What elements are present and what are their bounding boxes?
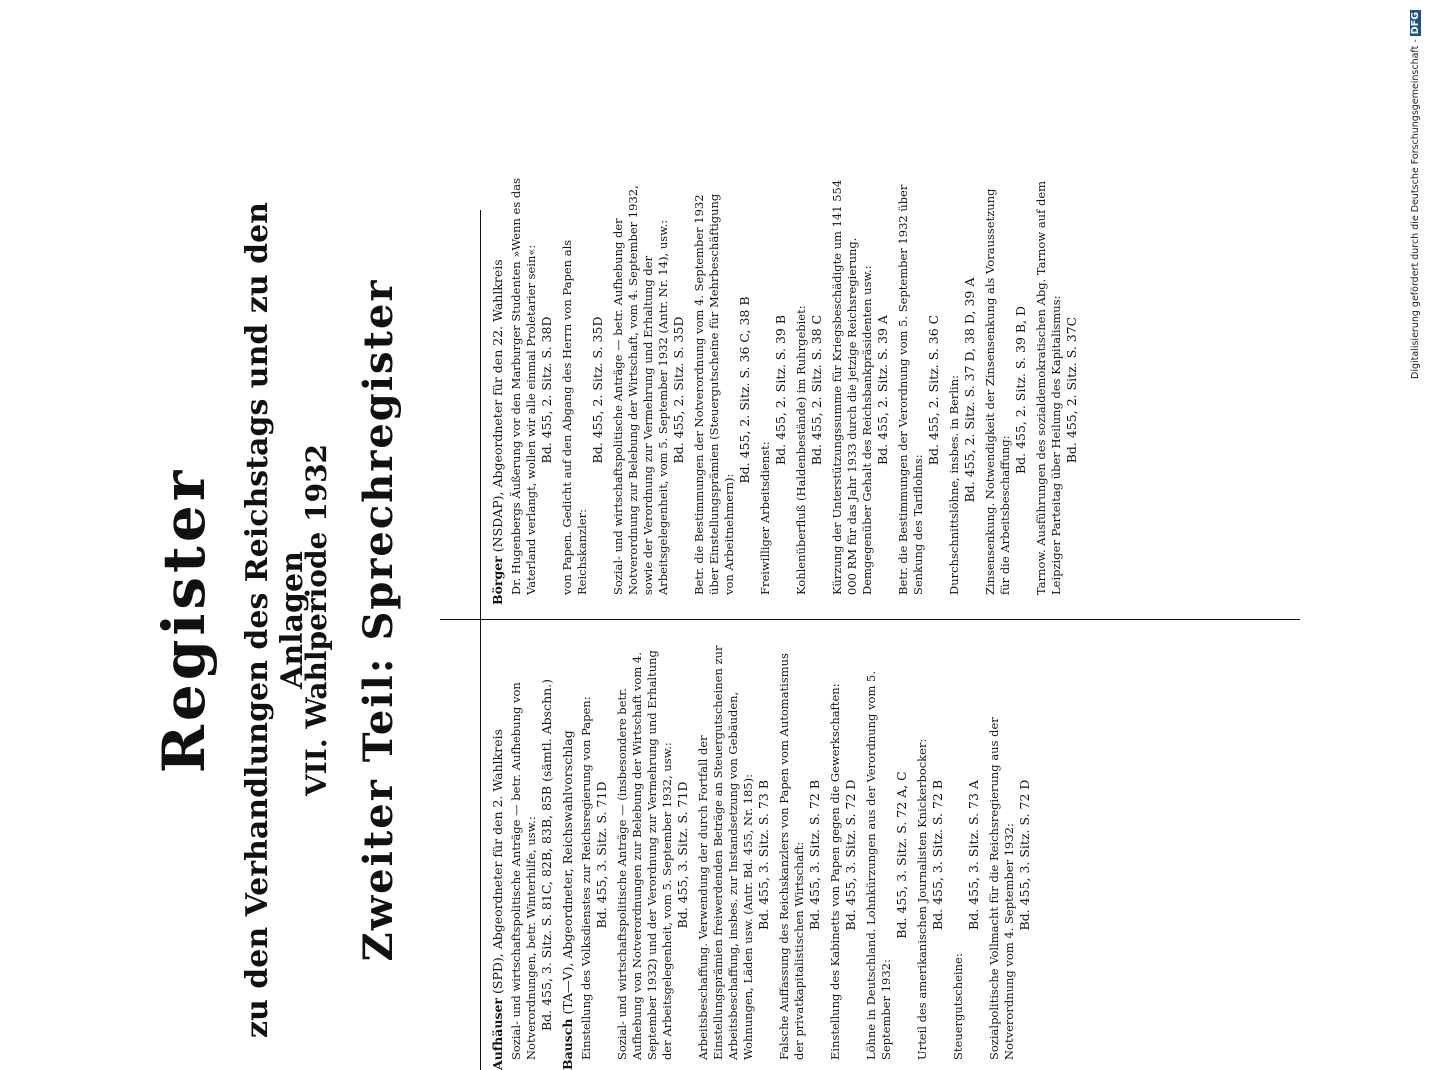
- register-entry: [896, 175, 941, 605]
- register-entry: [560, 175, 605, 605]
- topic-text: Urteil des amerikanischen Journalisten Knickerbocker:: [915, 640, 930, 1060]
- register-entry: [490, 640, 554, 1070]
- page-title: Register: [150, 170, 218, 1070]
- topic-text: Löhne in Deutschland. Lohnkürzungen aus der Verordnung vom 5. September 1932:: [864, 640, 894, 1060]
- page-reference: Bd. 455, 3. Sitz. S. 71D: [675, 640, 690, 1070]
- page-reference: Bd. 455, 3. Sitz. S. 72 B: [807, 640, 822, 1070]
- dfg-logo: DFG: [1410, 10, 1421, 36]
- speaker-name: Börger: [490, 556, 505, 605]
- register-entry: [758, 175, 788, 605]
- register-entry: [947, 175, 977, 605]
- page-reference: Bd. 455, 2. Sitz. S. 35D: [671, 175, 686, 605]
- topic-text: Zinsensenkung. Notwendigkeit der Zinsensenkung als Voraussetzung für die Arbeitsbeschaffung:: [983, 175, 1013, 595]
- register-entry: [983, 175, 1028, 605]
- register-entry: [560, 640, 609, 1070]
- topic-text: von Papen. Gedicht auf den Abgang des Herrn von Papen als Reichskanzler:: [560, 175, 590, 595]
- speaker-name: Bausch: [560, 1019, 575, 1070]
- topic-text: Einstellung des Volksdienstes zur Reichsregierung von Papen:: [579, 640, 594, 1060]
- page-reference: Bd. 455, 3. Sitz. S. 71D: [594, 640, 609, 1070]
- page-reference: Bd. 455, 3. Sitz. S. 72 B: [930, 640, 945, 1070]
- register-entry: [864, 640, 909, 1070]
- page-reference: Bd. 455, 2. Sitz. S. 39 B, D: [1013, 175, 1028, 605]
- register-entry: [615, 640, 690, 1070]
- page-reference: Bd. 455, 2. Sitz. S. 39 A: [875, 175, 890, 605]
- register-entry: [490, 175, 554, 605]
- sidebar-credit: [1410, 10, 1428, 995]
- register-entry: [951, 640, 981, 1070]
- topic-text: Freiwilliger Arbeitsdienst:: [758, 175, 773, 595]
- topic-text: Durchschnittslöhne, insbes. in Berlin:: [947, 175, 962, 595]
- topic-text: Sozial- und wirtschaftspolitische Anträge — betr. Aufhebung der Notverordnung zur Belebung der Wirtschaft, vom 4. September 1932, sowie der Verordnung zur Vermehrung und Erhaltung der Arbeitsgelegenheit, vom 5. September 1932 (Antr. Nr. 14), usw.:: [611, 175, 671, 595]
- credit-text: Digitalisierung gefördert durch die Deutsche Forschungsgemeinschaft -: [1410, 39, 1421, 379]
- page-reference: Bd. 455, 3. Sitz. S. 72 D: [1017, 640, 1032, 1070]
- topic-text: Sozialpolitische Vollmacht für die Reichsregierung aus der Notverordnung vom 4. September 1932:: [987, 640, 1017, 1060]
- page-reference: Bd. 455, 2. Sitz. S. 36 C, 38 B: [737, 175, 752, 605]
- speaker-name: Aufhäuser: [490, 998, 505, 1070]
- page-reference: Bd. 455, 3. Sitz. S. 72 D: [843, 640, 858, 1070]
- page-reference: Bd. 455, 2. Sitz. S. 37 D, 38 D, 39 A: [962, 175, 977, 605]
- register-entry: [1034, 175, 1079, 605]
- page-reference: Bd. 455, 3. Sitz. S. 73 B: [756, 640, 771, 1070]
- topic-text: Kürzung der Unterstützungssumme für Kriegsbeschädigte um 141 554 000 RM für das Jahr 1933 durch die jetzige Reichsregierung. Demgegenüber Gehalt des Reichsbankpräsidenten usw.:: [830, 175, 875, 595]
- register-entry: [830, 175, 890, 605]
- register-entry: [611, 175, 686, 605]
- horizontal-divider: [480, 210, 481, 1070]
- topic-text: Falsche Auffassung des Reichskanzlers von Papen vom Automatismus der privatkapitalistischen Wirtschaft:: [777, 640, 807, 1060]
- page-reference: Bd. 455, 3. Sitz. S. 81C, 82B, 83B, 85B (sämtl. Abschn.): [539, 640, 554, 1070]
- topic-text: Tarnow. Ausführungen des sozialdemokratischen Abg. Tarnow auf dem Leipziger Parteitag über Heilung des Kapitalismus:: [1034, 175, 1064, 595]
- page-subtitle: zu den Verhandlungen des Reichstags und zu den Anlagen: [240, 170, 310, 1070]
- register-entry: [692, 175, 752, 605]
- topic-text: Sozial- und wirtschaftspolitische Anträge — betr. Aufhebung von Notverordnungen, betr. Winterhilfe, usw.:: [509, 640, 539, 1060]
- page-reference: Bd. 455, 2. Sitz. S. 38 C: [809, 175, 824, 605]
- register-entry: [696, 640, 771, 1070]
- topic-text: Sozial- und wirtschaftspolitische Anträge — (insbesondere betr. Aufhebung von Notverordnungen zur Belebung der Wirtschaft vom 4. September 1932) und der Verordnung zur Vermehrung und Erhaltung der Arbeitsgelegenheit, vom 5. September 1932, usw.:: [615, 640, 675, 1060]
- topic-text: Einstellung des Kabinetts von Papen gegen die Gewerkschaften:: [828, 640, 843, 1060]
- speaker-info: (NSDAP), Abgeordneter für den 22. Wahlkreis: [490, 259, 505, 552]
- page-reference: Bd. 455, 2. Sitz. S. 39 B: [773, 175, 788, 605]
- topic-text: Arbeitsbeschaffung. Verwendung der durch Fortfall der Einstellungsprämien freiwerdenden Beträge an Steuergutscheinen zur Arbeitsbeschaffung, insbes. zur Instandsetzung von Gebäuden, Wohnungen, Läden usw. (Antr. Bd. 455, Nr. 185):: [696, 640, 756, 1060]
- topic-text: Betr. die Bestimmungen der Verordnung vom 5. September 1932 über Senkung des Tariflohns:: [896, 175, 926, 595]
- topic-text: Kohlenüberfluß (Haldenbestände) im Ruhrgebiet:: [794, 175, 809, 595]
- page-reference: Bd. 455, 2. Sitz. S. 38D: [539, 175, 554, 605]
- register-entry: [777, 640, 822, 1070]
- page-reference: Bd. 455, 2. Sitz. S. 36 C: [926, 175, 941, 605]
- left-column: [490, 640, 1038, 1070]
- topic-text: Dr. Hugenbergs Äußerung vor den Marburger Studenten »Wenn es das Vaterland verlangt, wollen wir alle einmal Proletarier sein«:: [509, 175, 539, 595]
- part-heading: Zweiter Teil: Sprechregister: [355, 170, 402, 1070]
- right-column: [490, 175, 1085, 605]
- column-divider: [440, 619, 1300, 620]
- page-reference: Bd. 455, 2. Sitz. S. 35D: [590, 175, 605, 605]
- register-entry: [987, 640, 1032, 1070]
- speaker-info: (SPD), Abgeordneter für den 2. Wahlkreis: [490, 729, 505, 994]
- rotated-page: [140, 70, 1340, 1070]
- register-entry: [828, 640, 858, 1070]
- page-reference: Bd. 455, 2. Sitz. S. 37C: [1064, 175, 1079, 605]
- topic-text: Steuergutscheine:: [951, 640, 966, 1060]
- register-entry: [915, 640, 945, 1070]
- page-reference: Bd. 455, 3. Sitz. S. 73 A: [966, 640, 981, 1070]
- page-reference: Bd. 455, 3. Sitz. S. 72 A, C: [894, 640, 909, 1070]
- speaker-info: (TA—V), Abgeordneter, Reichswahlvorschlag: [560, 730, 575, 1014]
- period-heading: VII. Wahlperiode 1932: [300, 170, 333, 1070]
- topic-text: Betr. die Bestimmungen der Notverordnung vom 4. September 1932 über Einstellungsprämien (Steuergutscheine für Mehrbeschäftigung von Arbeitnehmern):: [692, 175, 737, 595]
- register-sheet: [140, 170, 1290, 1070]
- register-entry: [794, 175, 824, 605]
